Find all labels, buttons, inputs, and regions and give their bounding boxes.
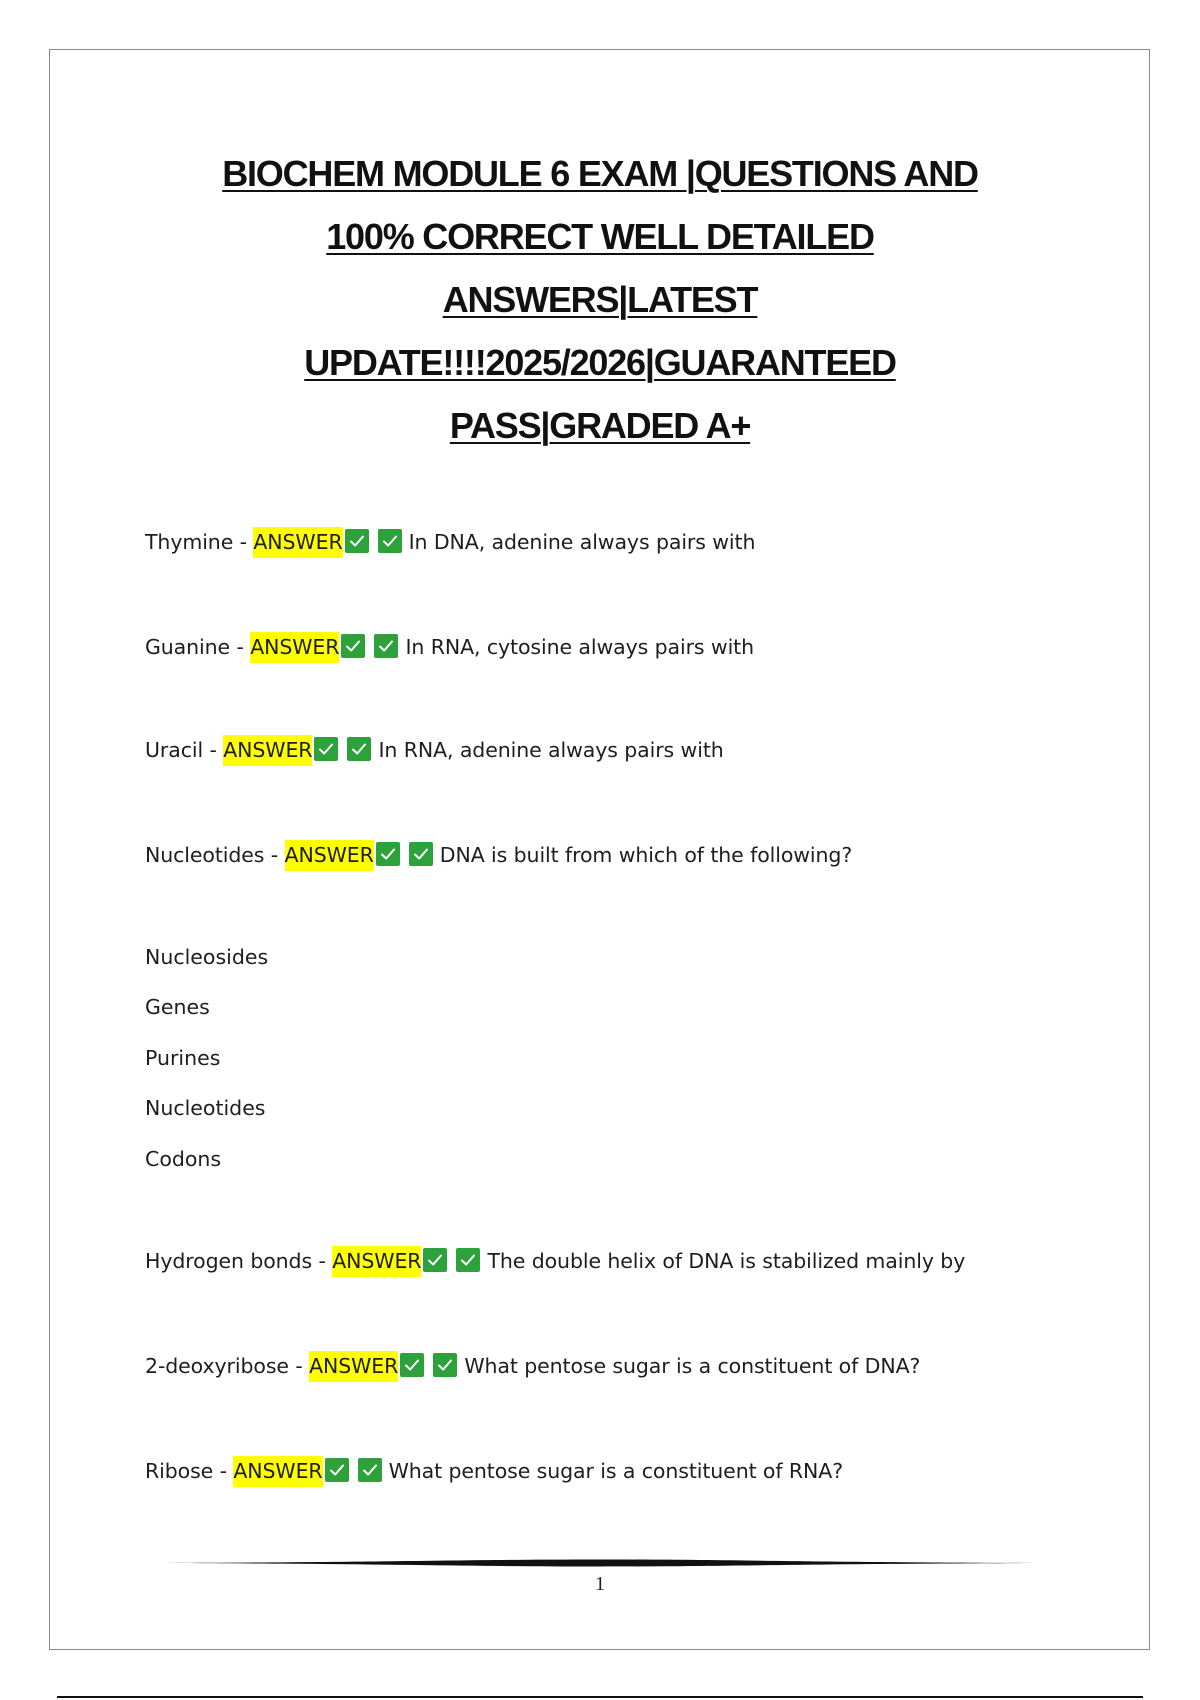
check-box-icon: [314, 737, 338, 761]
question-text: In RNA, cytosine always pairs with: [405, 635, 755, 659]
answer-label: ANSWER: [332, 1246, 421, 1277]
answer-label: ANSWER: [250, 632, 339, 663]
option-item: Purines: [145, 1046, 221, 1070]
check-box-icon: [409, 842, 433, 866]
question-text: What pentose sugar is a constituent of DNA?: [464, 1354, 921, 1378]
qa-item: [145, 841, 852, 869]
check-box-icon: [376, 842, 400, 866]
answer-label: ANSWER: [233, 1456, 322, 1487]
check-box-icon: [374, 634, 398, 658]
check-box-icon: [325, 1458, 349, 1482]
qa-item: [145, 1352, 920, 1380]
separator: -: [312, 1249, 333, 1273]
check-box-icon: [400, 1353, 424, 1377]
qa-item: [145, 633, 754, 661]
check-box-icon: [423, 1248, 447, 1272]
separator: -: [203, 738, 224, 762]
check-box-icon: [433, 1353, 457, 1377]
question-text: What pentose sugar is a constituent of RNA?: [388, 1459, 843, 1483]
answer-text: Nucleotides: [145, 843, 265, 867]
check-box-icon: [341, 634, 365, 658]
qa-item: [145, 736, 724, 764]
footer-divider: [165, 1559, 1035, 1567]
check-box-icon: [456, 1248, 480, 1272]
answer-text: 2-deoxyribose: [145, 1354, 289, 1378]
answer-label: ANSWER: [285, 840, 374, 871]
title-line: BIOCHEM MODULE 6 EXAM |QUESTIONS AND: [222, 153, 978, 194]
qa-item: [145, 1247, 965, 1275]
answer-text: Guanine: [145, 635, 231, 659]
option-item: Nucleosides: [145, 945, 269, 969]
question-text: The double helix of DNA is stabilized mainly by: [487, 1249, 966, 1273]
answer-label: ANSWER: [223, 735, 312, 766]
separator: -: [213, 1459, 234, 1483]
option-item: Genes: [145, 995, 210, 1019]
separator: -: [230, 635, 251, 659]
answer-label: ANSWER: [253, 527, 342, 558]
answer-text: Ribose: [145, 1459, 214, 1483]
qa-item: [145, 528, 755, 556]
check-box-icon: [345, 529, 369, 553]
separator: -: [288, 1354, 310, 1378]
check-box-icon: [378, 529, 402, 553]
question-text: In RNA, adenine always pairs with: [378, 738, 724, 762]
answer-text: Thymine: [145, 530, 234, 554]
separator: -: [233, 530, 254, 554]
title-line: UPDATE!!!!2025/2026|GUARANTEED: [304, 342, 896, 383]
title-line: 100% CORRECT WELL DETAILED: [326, 216, 874, 257]
answer-label: ANSWER: [309, 1351, 398, 1382]
bottom-divider: [57, 1696, 1143, 1698]
check-box-icon: [347, 737, 371, 761]
option-item: Codons: [145, 1147, 222, 1171]
document-title: [100, 142, 1100, 457]
question-text: In DNA, adenine always pairs with: [408, 530, 756, 554]
page-number: 1: [595, 1573, 605, 1595]
title-line: ANSWERS|LATEST: [442, 279, 758, 320]
option-item: Nucleotides: [145, 1096, 266, 1120]
separator: -: [264, 843, 285, 867]
answer-text: Uracil: [145, 738, 204, 762]
title-line: PASS|GRADED A+: [449, 405, 751, 446]
check-box-icon: [358, 1458, 382, 1482]
answer-text: Hydrogen bonds: [145, 1249, 313, 1273]
question-text: DNA is built from which of the following?: [439, 843, 853, 867]
qa-item: [145, 1457, 843, 1485]
